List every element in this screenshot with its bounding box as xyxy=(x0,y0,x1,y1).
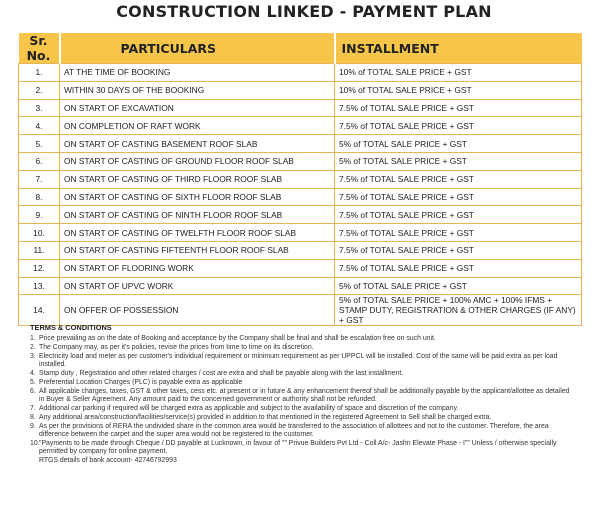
installment-cell: 5% of TOTAL SALE PRICE + 100% AMC + 100% IFMS + STAMP DUTY, REGISTRATION & OTHER CHARGES (IF ANY) + GST xyxy=(335,295,582,326)
sr-no-cell: 9. xyxy=(19,206,60,224)
sr-no-cell: 6. xyxy=(19,152,60,170)
table-row xyxy=(19,81,582,99)
particular-cell: ON START OF CASTING BASEMENT ROOF SLAB xyxy=(60,135,335,153)
term-item xyxy=(30,414,570,422)
term-text: Additional car parking if required will be charged extra as applicable and subject to the availability of space and discretion of the company. xyxy=(39,404,459,412)
sr-no-cell: 1. xyxy=(19,64,60,82)
term-text: "Payments to be made through Cheque / DD payable at Lucknown, in favour of "" Privue Builders Pvt Ltd - Coll A/c- Jashn Elevate Phase - I"" Unless / otherwise specially permitted by company for online payment. xyxy=(39,440,557,455)
term-text: Stamp duty , Registration and other related charges / cost are extra and shall be payable along with the last installment. xyxy=(39,369,404,377)
term-item xyxy=(30,370,570,378)
term-number: 9. xyxy=(30,423,36,431)
term-item xyxy=(30,353,570,368)
table-row xyxy=(19,99,582,117)
particular-cell: ON START OF UPVC WORK xyxy=(60,277,335,295)
particular-cell: ON START OF CASTING FIFTEENTH FLOOR ROOF SLAB xyxy=(60,241,335,259)
sr-no-cell: 4. xyxy=(19,117,60,135)
table-row xyxy=(19,170,582,188)
sr-no-cell: 8. xyxy=(19,188,60,206)
header-sr-no: Sr. No. xyxy=(19,33,60,64)
term-item xyxy=(30,379,570,387)
table-row xyxy=(19,64,582,82)
term-number: 2. xyxy=(30,343,36,351)
installment-cell: 7.5% of TOTAL SALE PRICE + GST xyxy=(335,224,582,242)
installment-cell: 5% of TOTAL SALE PRICE + GST xyxy=(335,152,582,170)
term-item xyxy=(30,388,570,403)
term-number: 1. xyxy=(30,334,36,342)
term-item xyxy=(30,440,570,455)
term-number: 4. xyxy=(30,369,36,377)
table-row xyxy=(19,117,582,135)
table-row xyxy=(19,259,582,277)
installment-cell: 5% of TOTAL SALE PRICE + GST xyxy=(335,277,582,295)
term-number: 5. xyxy=(30,378,36,386)
sr-no-cell: 10. xyxy=(19,224,60,242)
particular-cell: ON START OF FLOORING WORK xyxy=(60,259,335,277)
term-item xyxy=(30,335,570,343)
particular-cell: ON START OF CASTING OF SIXTH FLOOR ROOF SLAB xyxy=(60,188,335,206)
terms-title: TERMS & CONDITIONS xyxy=(30,323,112,332)
table-row xyxy=(19,152,582,170)
terms-list xyxy=(30,335,570,456)
particular-cell: ON OFFER OF POSSESSION xyxy=(60,295,335,326)
installment-cell: 7.5% of TOTAL SALE PRICE + GST xyxy=(335,117,582,135)
term-text: Electricity load and meter as per customer's individual requirement or minimum requirement as per UPPCL will be installed. Cost of the same will be paid extra as per load installed. xyxy=(39,352,558,368)
sr-no-cell: 14. xyxy=(19,295,60,326)
particular-cell: ON COMPLETION OF RAFT WORK xyxy=(60,117,335,135)
particular-cell: ON START OF EXCAVATION xyxy=(60,99,335,117)
sr-no-cell: 13. xyxy=(19,277,60,295)
term-number: 10. xyxy=(30,440,40,448)
sr-no-cell: 5. xyxy=(19,135,60,153)
sr-no-cell: 11. xyxy=(19,241,60,259)
table-row xyxy=(19,135,582,153)
term-text: All applicable charges, taxes, GST & other taxes, cess etc. at present or in future & any enhancement thereof shall be additionally payable by the applicant/allottee as detailed in Buyer & Seller Agreement. Any amount paid to the concerned government or authority shall not be refunded. xyxy=(39,388,570,403)
term-number: 6. xyxy=(30,388,36,396)
installment-cell: 7.5% of TOTAL SALE PRICE + GST xyxy=(335,241,582,259)
sr-no-cell: 3. xyxy=(19,99,60,117)
payment-plan-table xyxy=(18,33,582,326)
header-particulars: PARTICULARS xyxy=(60,33,335,64)
table-row xyxy=(19,206,582,224)
installment-cell: 7.5% of TOTAL SALE PRICE + GST xyxy=(335,188,582,206)
particular-cell: ON START OF CASTING OF GROUND FLOOR ROOF SLAB xyxy=(60,152,335,170)
sr-no-cell: 12. xyxy=(19,259,60,277)
term-text: As per the provisions of RERA the undivided share in the common area would be transferred to the association of allottees and not to the customer. Therefore, the area difference between the carpet and the super area would not be registered to the customer. xyxy=(39,423,549,438)
term-text: The Company may, as per it's policies, revise the prices from time to time on its discretion. xyxy=(39,343,314,351)
installment-cell: 7.5% of TOTAL SALE PRICE + GST xyxy=(335,170,582,188)
term-number: 8. xyxy=(30,414,36,422)
installment-cell: 7.5% of TOTAL SALE PRICE + GST xyxy=(335,206,582,224)
particular-cell: ON START OF CASTING OF THIRD FLOOR ROOF SLAB xyxy=(60,170,335,188)
rtgs-details: RTGS details of bank account- 42746792993 xyxy=(39,456,177,464)
term-item xyxy=(30,344,570,352)
header-installment: INSTALLMENT xyxy=(335,33,582,64)
page-title: CONSTRUCTION LINKED - PAYMENT PLAN xyxy=(116,2,492,21)
installment-cell: 7.5% of TOTAL SALE PRICE + GST xyxy=(335,259,582,277)
term-text: Any additional area/construction/facilities/service(s) provided in addition to that mentioned in the registered Agreement to Sell shall be charged extra. xyxy=(39,414,492,422)
installment-cell: 10% of TOTAL SALE PRICE + GST xyxy=(335,81,582,99)
term-item xyxy=(30,405,570,413)
particular-cell: ON START OF CASTING OF NINTH FLOOR ROOF SLAB xyxy=(60,206,335,224)
term-text: Preferential Location Charges (PLC) is payable extra as applicable xyxy=(39,378,243,386)
sr-no-cell: 7. xyxy=(19,170,60,188)
installment-cell: 5% of TOTAL SALE PRICE + GST xyxy=(335,135,582,153)
terms-and-conditions xyxy=(30,324,570,464)
installment-cell: 10% of TOTAL SALE PRICE + GST xyxy=(335,64,582,82)
table-row xyxy=(19,277,582,295)
sr-no-cell: 2. xyxy=(19,81,60,99)
table-header-row xyxy=(19,33,582,64)
installment-cell: 7.5% of TOTAL SALE PRICE + GST xyxy=(335,99,582,117)
particular-cell: ON START OF CASTING OF TWELFTH FLOOR ROOF SLAB xyxy=(60,224,335,242)
table-row xyxy=(19,188,582,206)
term-item xyxy=(30,423,570,438)
term-number: 3. xyxy=(30,352,36,360)
term-number: 7. xyxy=(30,404,36,412)
particular-cell: WITHIN 30 DAYS OF THE BOOKING xyxy=(60,81,335,99)
table-row xyxy=(19,224,582,242)
table-row xyxy=(19,241,582,259)
particular-cell: AT THE TIME OF BOOKING xyxy=(60,64,335,82)
term-text: Price prevailing as on the date of Booking and acceptance by the Company shall be final and shall be escalation free on such unit. xyxy=(39,334,436,342)
table-row xyxy=(19,295,582,326)
